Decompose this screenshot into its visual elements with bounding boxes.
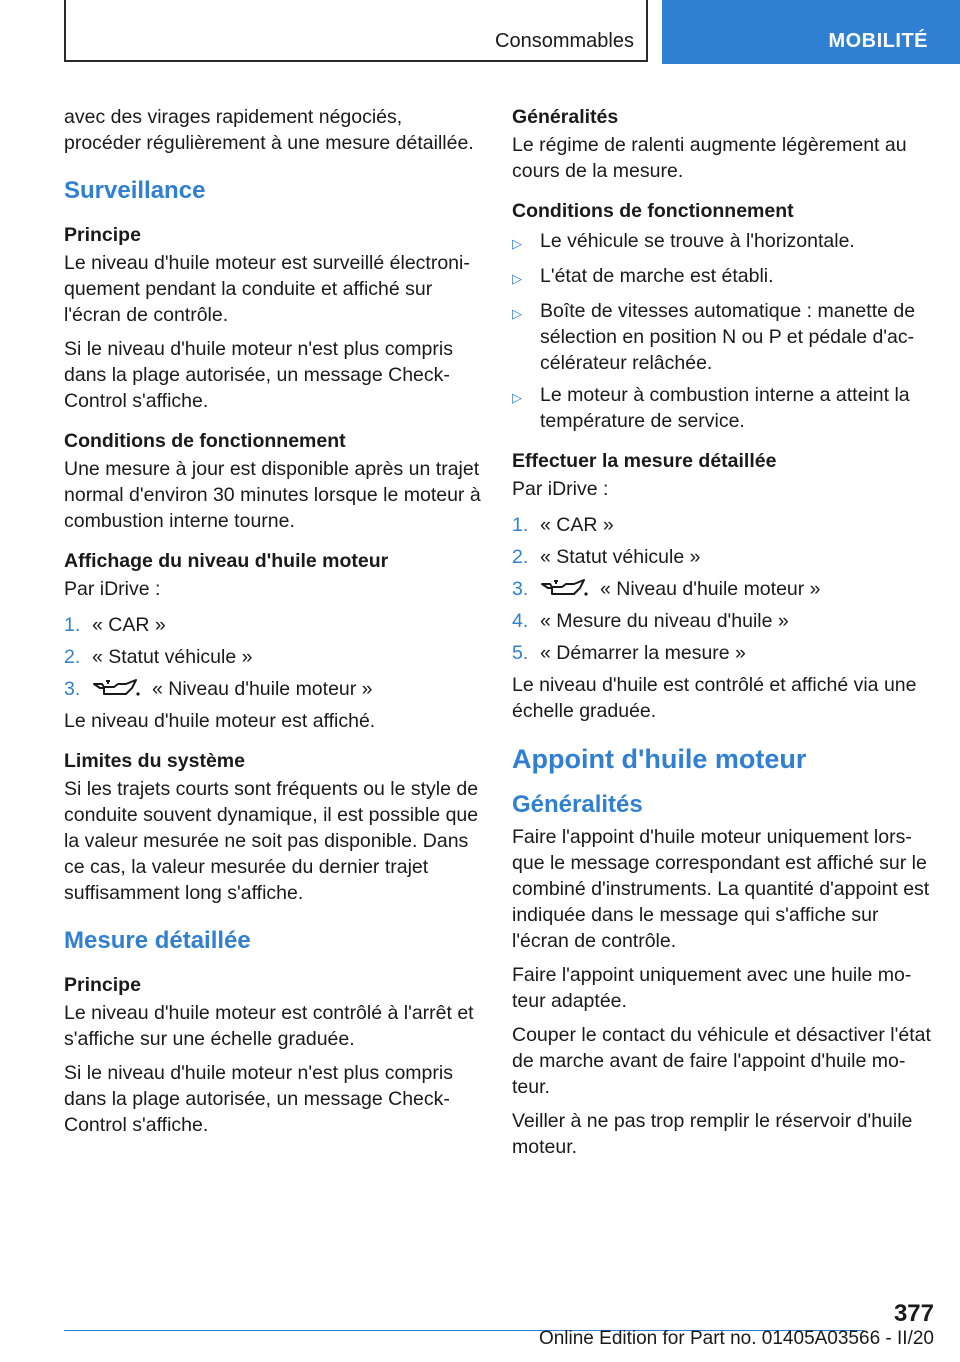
generalites-heading: Généralités [512, 106, 619, 128]
list-item [64, 676, 484, 702]
intro-paragraph: avec des virages rapidement négociés, procéder régulièrement à une mesure détaillée. [64, 106, 474, 154]
conditions-heading: Conditions de fonctionnement [64, 430, 346, 452]
effectuer-intro: Par iDrive : [512, 478, 609, 500]
right-column [512, 104, 932, 1168]
step-number: 5. [512, 642, 529, 664]
generalites-paragraph: Le régime de ralenti augmente légèrement au cours de la mesure. [512, 134, 907, 182]
list-item [512, 228, 932, 257]
step-number: 1. [512, 514, 529, 536]
step-number: 2. [64, 646, 81, 668]
edition-text: Online Edition for Part no. 01405A03566 - II/20 [538, 1328, 934, 1349]
step-text: « Démarrer la mesure » [540, 642, 746, 664]
limites-paragraph: Si les trajets courts sont fréquents ou le style de conduite souvent dynamique, il est possible que la valeur mesurée ne soit pas disponible. Dans ce cas, la valeur mesurée du dernier trajet suffisamment long s'affiche. [64, 778, 479, 904]
step-number: 2. [512, 546, 529, 568]
list-item [64, 644, 484, 670]
principe-paragraph-1: Le niveau d'huile moteur est surveillé électroniquement pendant la conduite et affiché sur l'écran de contrôle. [64, 252, 470, 326]
step-text: « CAR » [540, 514, 614, 536]
list-item [512, 298, 932, 376]
page-header [0, 0, 960, 64]
conditions-paragraph: Une mesure à jour est disponible après un trajet normal d'environ 30 minutes lorsque le moteur à combustion interne tourne. [64, 458, 481, 532]
step-number: 3. [64, 678, 81, 700]
left-column [64, 104, 484, 1146]
section-tab [64, 0, 648, 62]
step-text: « Niveau d'huile moteur » [600, 578, 821, 600]
list-item [512, 576, 932, 602]
appoint-paragraph-1: Faire l'appoint d'huile moteur uniquement lorsque le message correspondant est affiché sur le combiné d'instruments. La quantité d'appoint est indiquée dans le message qui s'affiche sur l'écran de contrôle. [512, 826, 930, 952]
list-item-text: L'état de marche est établi. [540, 265, 774, 287]
mesure-paragraph-2: Si le niveau d'huile moteur n'est plus compris dans la plage autorisée, un message Check-Control s'affiche. [64, 1062, 453, 1136]
affichage-result: Le niveau d'huile moteur est affiché. [64, 710, 376, 732]
affichage-heading: Affichage du niveau d'huile moteur [64, 550, 389, 572]
conditions-heading: Conditions de fonctionnement [512, 200, 794, 222]
list-item [512, 382, 932, 434]
list-item [64, 612, 484, 638]
triangle-bullet-icon: ▷ [512, 306, 522, 321]
list-item [512, 512, 932, 538]
appoint-paragraph-4: Veiller à ne pas trop remplir le réservoir d'huile moteur. [512, 1110, 913, 1158]
chapter-title: MOBILITÉ [828, 30, 928, 52]
step-number: 3. [512, 578, 529, 600]
step-text: « CAR » [92, 614, 166, 636]
affichage-intro: Par iDrive : [64, 578, 161, 600]
step-text: « Statut véhicule » [92, 646, 253, 668]
effectuer-steps [512, 512, 932, 666]
appoint-generalites-heading: Généralités [512, 791, 643, 818]
list-item-text: Le moteur à combustion interne a atteint la température de service. [540, 384, 910, 432]
step-number: 4. [512, 610, 529, 632]
oil-can-icon [92, 678, 142, 700]
appoint-paragraph-3: Couper le contact du véhicule et désactiver l'état de marche avant de faire l'appoint d'huile moteur. [512, 1024, 931, 1098]
effectuer-result: Le niveau d'huile est contrôlé et affiché via une échelle graduée. [512, 674, 917, 722]
step-text: « Mesure du niveau d'huile » [540, 610, 789, 632]
affichage-steps [64, 612, 484, 702]
list-item [512, 608, 932, 634]
step-text: « Statut véhicule » [540, 546, 701, 568]
principe-paragraph-2: Si le niveau d'huile moteur n'est plus compris dans la plage autorisée, un message Check-Control s'affiche. [64, 338, 453, 412]
mesure-principe-heading: Principe [64, 974, 141, 996]
oil-can-icon [540, 578, 590, 600]
limites-heading: Limites du système [64, 750, 245, 772]
triangle-bullet-icon: ▷ [512, 236, 522, 251]
page-number: 377 [893, 1300, 934, 1327]
triangle-bullet-icon: ▷ [512, 390, 522, 405]
effectuer-heading: Effectuer la mesure détaillée [512, 450, 777, 472]
triangle-bullet-icon: ▷ [512, 271, 522, 286]
list-item-text: Boîte de vitesses automatique : manette de sélection en position N ou P et pédale d'accélérateur relâchée. [540, 300, 916, 374]
section-title: Consommables [495, 30, 634, 52]
mesure-heading: Mesure détaillée [64, 927, 251, 954]
list-item [512, 544, 932, 570]
chapter-tab [662, 0, 960, 64]
surveillance-heading: Surveillance [64, 177, 206, 204]
list-item [512, 263, 932, 292]
list-item [512, 640, 932, 666]
mesure-paragraph-1: Le niveau d'huile moteur est contrôlé à l'arrêt et s'affiche sur une échelle graduée. [64, 1002, 474, 1050]
step-text: « Niveau d'huile moteur » [152, 678, 373, 700]
principe-heading: Principe [64, 224, 141, 246]
conditions-list [512, 228, 932, 434]
appoint-heading: Appoint d'huile moteur [512, 744, 807, 774]
list-item-text: Le véhicule se trouve à l'horizontale. [540, 230, 855, 252]
step-number: 1. [64, 614, 81, 636]
appoint-paragraph-2: Faire l'appoint uniquement avec une huile moteur adaptée. [512, 964, 912, 1012]
